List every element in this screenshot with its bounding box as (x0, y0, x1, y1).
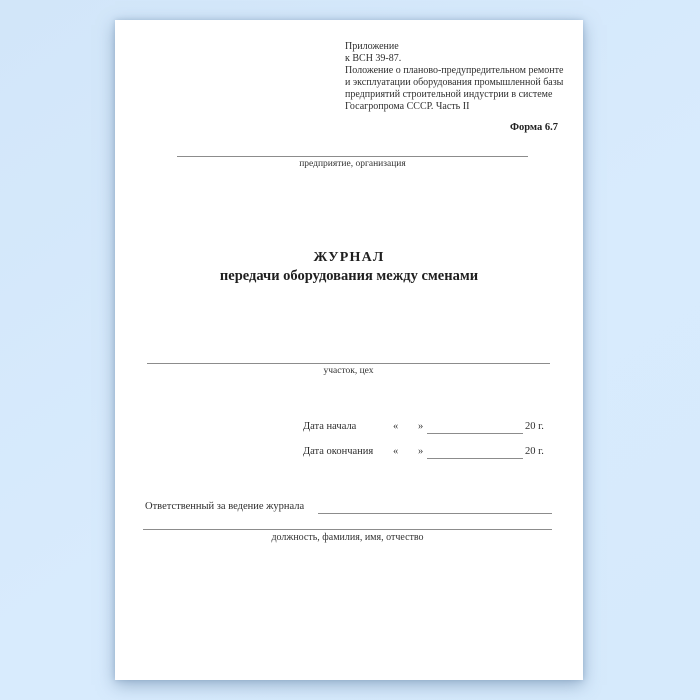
responsible-row (145, 501, 552, 515)
appendix-line: Приложение (345, 41, 399, 52)
organization-blank-line (177, 156, 528, 157)
appendix-reference-block (345, 41, 564, 134)
start-date-label: Дата начала (303, 421, 357, 432)
end-date-blank-line (427, 446, 523, 459)
close-quote: » (418, 421, 424, 432)
open-quote: « (393, 421, 399, 432)
end-date-row (303, 446, 553, 460)
open-quote: « (393, 446, 399, 457)
start-date-row (303, 421, 553, 435)
title-word-journal: ЖУРНАЛ (313, 250, 385, 265)
signature-blank-line (143, 529, 552, 530)
section-blank-line (147, 363, 550, 364)
close-quote: » (418, 446, 424, 457)
appendix-line: к ВСН 39-87. (345, 53, 402, 64)
responsible-label: Ответственный за ведение журнала (145, 501, 305, 512)
form-number: Форма 6.7 (509, 122, 558, 133)
title-subtitle: передачи оборудования между сменами (219, 268, 479, 284)
appendix-line: и эксплуатации оборудования промышленной базы (345, 77, 564, 88)
appendix-line: Госагропрома СССР. Часть II (345, 101, 470, 112)
signature-caption: должность, фамилия, имя, отчество (271, 532, 424, 543)
start-date-blank-line (427, 421, 523, 434)
section-caption: участок, цех (323, 366, 374, 376)
form-page (115, 20, 583, 680)
end-date-label: Дата окончания (303, 446, 374, 457)
organization-caption: предприятие, организация (299, 159, 406, 169)
appendix-line: предприятий строительной индустрии в системе (345, 89, 553, 100)
end-date-year: 20 г. (525, 446, 544, 457)
appendix-line: Положение о планово-предупредительном ремонте (345, 65, 564, 76)
responsible-blank-line (318, 501, 552, 514)
start-date-year: 20 г. (525, 421, 544, 432)
document-title (115, 250, 583, 285)
